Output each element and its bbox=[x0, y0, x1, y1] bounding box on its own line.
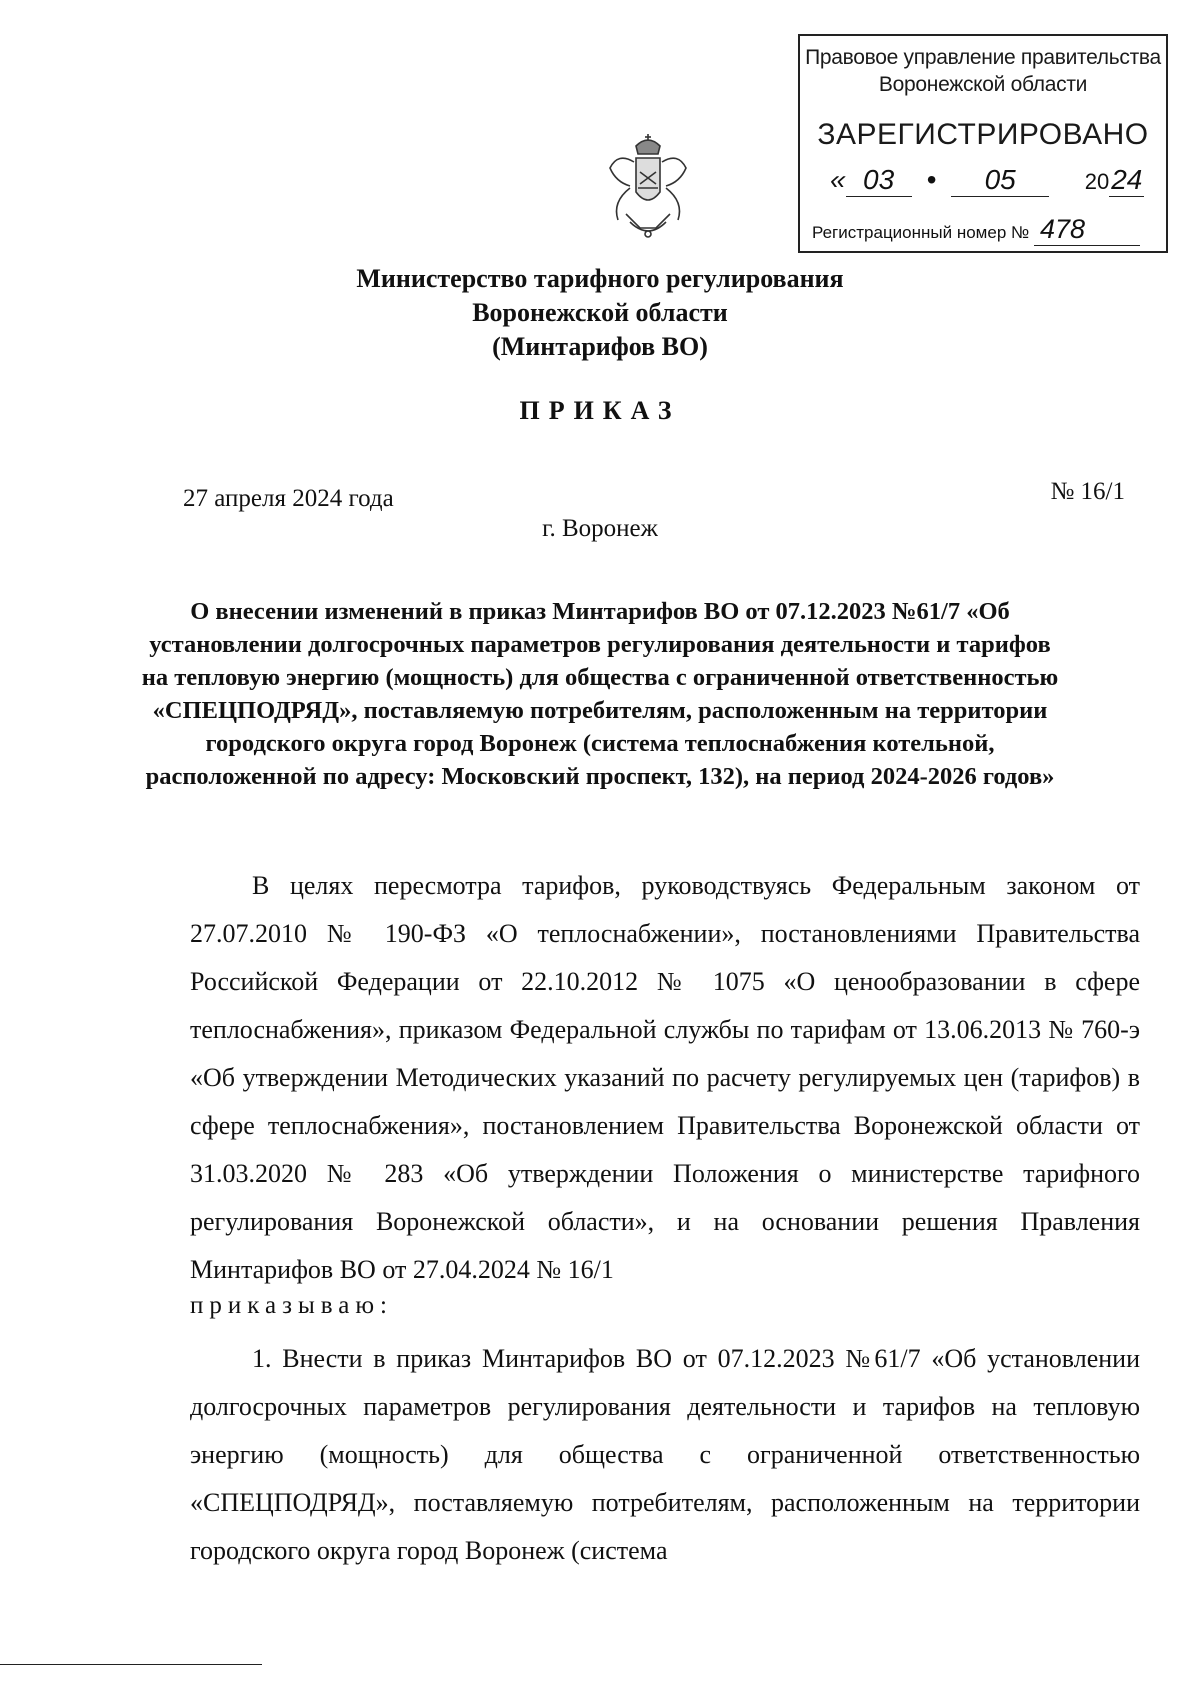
document-date: 27 апреля 2024 года bbox=[183, 485, 394, 512]
stamp-line-2: Воронежской области bbox=[878, 73, 1088, 96]
item-1-section bbox=[190, 1335, 1140, 1575]
document-city: г. Воронеж bbox=[542, 515, 658, 542]
stamp-date-year-prefix: 20 bbox=[1084, 169, 1110, 194]
org-line-2: Воронежской области bbox=[472, 298, 728, 327]
footnote-divider bbox=[0, 1664, 262, 1665]
coat-of-arms-icon bbox=[600, 132, 696, 244]
org-line-1: Министерство тарифного регулирования bbox=[356, 264, 844, 293]
stamp-reg-line bbox=[812, 214, 1140, 246]
stamp-reg-number: 478 bbox=[1034, 214, 1140, 246]
registration-stamp bbox=[798, 34, 1168, 253]
preamble-section bbox=[190, 862, 1140, 1294]
stamp-date-month: 05 bbox=[951, 164, 1049, 197]
order-word: приказываю: bbox=[190, 1292, 393, 1319]
organization-name bbox=[140, 262, 1060, 364]
stamp-date-year-suffix: 24 bbox=[1111, 164, 1143, 195]
document-subject: О внесении изменений в приказ Минтарифов ВО от 07.12.2023 №61/7 «Об установлении долгосрочных параметров регулирования деятельности и тарифов на тепловую энергию (мощность) для общества с ограниченной ответственностью «СПЕЦПОДРЯД», поставляемую потребителям, расположенным на территории городского округа город Воронеж (система теплоснабжения котельной, расположенной по адресу: Московский проспект, 132), на период 2024-2026 годов» bbox=[141, 598, 1059, 790]
stamp-date-quote: « bbox=[830, 164, 846, 195]
document-type: ПРИКАЗ bbox=[519, 396, 681, 425]
preamble-text: В целях пересмотра тарифов, руководствуясь Федеральным законом от 27.07.2010 № 190-ФЗ «О теплоснабжении», постановлениями Правительства Российской Федерации от 22.10.2012 № 1075 «О ценообразовании в сфере теплоснабжения», приказом Федеральной службы по тарифам от 13.06.2013 № 760-э «Об утверждении Методических указаний по расчету регулируемых цен (тарифов) в сфере теплоснабжения», постановлением Правительства Воронежской области от 31.03.2020 № 283 «Об утверждении Положения о министерстве тарифного регулирования Воронежской области», и на основании решения Правления Минтарифов ВО от 27.04.2024 № 16/1 bbox=[190, 871, 1140, 1284]
org-line-3: (Минтарифов ВО) bbox=[492, 332, 708, 361]
item-1-text: 1. Внести в приказ Минтарифов ВО от 07.12.2023 №61/7 «Об установлении долгосрочных параметров регулирования деятельности и тарифов на тепловую энергию (мощность) для общества с ограниченной ответственностью «СПЕЦПОДРЯД», поставляемую потребителям, расположенным на территории городского округа город Воронеж (система bbox=[190, 1344, 1140, 1565]
document-number: № 16/1 bbox=[1050, 478, 1125, 505]
stamp-date: « 03 • 05 2024 bbox=[830, 164, 1143, 195]
stamp-reg-label: Регистрационный номер № bbox=[812, 223, 1030, 242]
stamp-line-1: Правовое управление правительства bbox=[805, 46, 1161, 69]
stamp-registered: ЗАРЕГИСТРИРОВАНО bbox=[817, 118, 1149, 151]
stamp-date-day: 03 bbox=[846, 164, 912, 197]
